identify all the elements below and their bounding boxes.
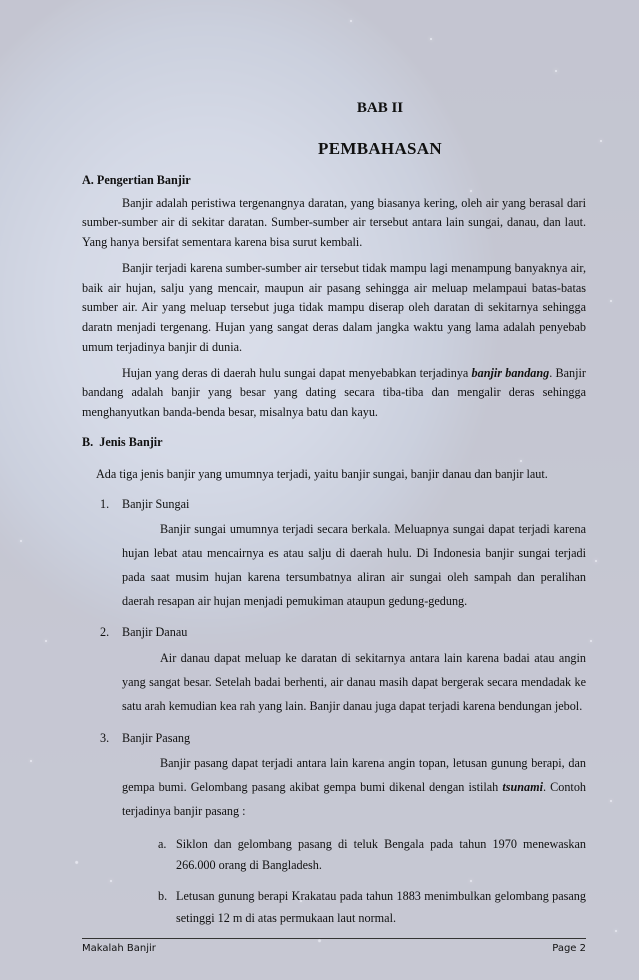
section-a-title: A. Pengertian Banjir: [82, 172, 191, 187]
section-a-paragraph-1: Banjir adalah peristiwa tergenangnya daratan, yang biasanya kering, oleh air yang berasal dari sumber-sumber air di sekitar daratan. Sumber-sumber air tersebut antara lain sungai, danau, dan laut. Yang hanya bersifat sementara karena bisa surut kembali.: [82, 195, 586, 250]
list-item-banjir-danau: 2. Banjir Danau Air danau dapat meluap ke daratan di sekitarnya antara lain karena badai atau angin yang sangat besar. Setelah badai berhenti, air danau masih dapat bergerak secara mendadak ke satu arah kemudian kea rah yang lain. Banjir danau juga dapat terjadi karena bendungan jebol.: [100, 623, 586, 718]
item-body: Banjir pasang dapat terjadi antara lain karena angin topan, letusan gunung berapi, dan gempa bumi. Gelombang pasang akibat gempa bumi dikenal dengan istilah tsunami. Contoh terjadinya banjir pasang :: [122, 756, 587, 818]
chapter-label: BAB II: [356, 100, 404, 116]
chapter-title: PEMBAHASAN: [318, 139, 442, 159]
section-b-intro: Ada tiga jenis banjir yang umumnya terjadi, yaitu banjir sungai, banjir danau dan banjir laut.: [96, 466, 548, 481]
item-body: Banjir sungai umumnya terjadi secara berkala. Meluapnya sungai dapat terjadi karena hujan lebat atau mencairnya es atau salju di daerah hulu. Di Indonesia banjir sungai terjadi pada saat musim hujan karena tersumbatnya aliran air sungai oleh sampah dan peralihan daerah resapan air hujan menjadi pemukiman ataupun gedung-gedung.: [122, 522, 586, 608]
term-banjir-bandang: banjir bandang: [471, 365, 550, 380]
sub-item-b: b. Letusan gunung berapi Krakatau pada tahun 1883 menimbulkan gelombang pasang setinggi 12 m di atas permukaan laut normal.: [158, 889, 586, 925]
list-item-banjir-pasang: 3. Banjir Pasang Banjir pasang dapat terjadi antara lain karena angin topan, letusan gunung berapi, dan gempa bumi. Gelombang pasang akibat gempa bumi dikenal dengan istilah tsunami. Contoh terjadinya banjir pasang :: [100, 729, 586, 824]
sub-item-a: a. Siklon dan gelombang pasang di teluk Bengala pada tahun 1970 menewaskan 266.000 orang di Bangladesh.: [158, 836, 586, 872]
section-a-paragraph-3: Hujan yang deras di daerah hulu sungai dapat menyebabkan terjadinya banjir bandang. Banjir bandang adalah banjir yang besar yang dating secara tiba-tiba dan mengalir deras sehingga menghanyutkan banda-benda besar, misalnya batu dan kayu.: [82, 365, 586, 420]
page-number: Page 2: [552, 943, 586, 954]
item-title: Banjir Pasang: [122, 730, 191, 745]
item-title: Banjir Sungai: [122, 496, 190, 511]
section-b-title: B. Jenis Banjir: [82, 435, 163, 450]
item-body: Air danau dapat meluap ke daratan di sekitarnya antara lain karena badai atau angin yang sangat besar. Setelah badai berhenti, air danau masih dapat bergerak secara mendadak ke satu arah kemudian kea rah yang lain. Banjir danau juga dapat terjadi karena bendungan jebol.: [122, 651, 586, 713]
page-footer: [82, 938, 586, 954]
section-a-paragraph-2: Banjir terjadi karena sumber-sumber air tersebut tidak mampu lagi menampung banyaknya air, baik air hujan, salju yang mencair, maupun air pasang sehingga air meluap melampaui batas-batas sumber air. Air yang meluap tersebut juga tidak mampu diserap oleh daratan di sekitarnya sehingga daratn menjadi tergenang. Hujan yang sangat deras dalam jangka waktu yang lama adalah penyebab umum terjadinya banjir di dunia.: [82, 260, 586, 354]
term-tsunami: tsunami: [502, 780, 543, 795]
footer-title: Makalah Banjir: [82, 943, 156, 954]
document-body: [82, 96, 586, 929]
list-item-banjir-sungai: 1. Banjir Sungai Banjir sungai umumnya terjadi secara berkala. Meluapnya sungai dapat terjadi karena hujan lebat atau mencairnya es atau salju di daerah hulu. Di Indonesia banjir sungai terjadi pada saat musim hujan karena tersumbatnya aliran air sungai oleh sampah dan peralihan daerah resapan air hujan menjadi pemukiman ataupun gedung-gedung.: [100, 495, 586, 614]
item-title: Banjir Danau: [122, 625, 188, 640]
